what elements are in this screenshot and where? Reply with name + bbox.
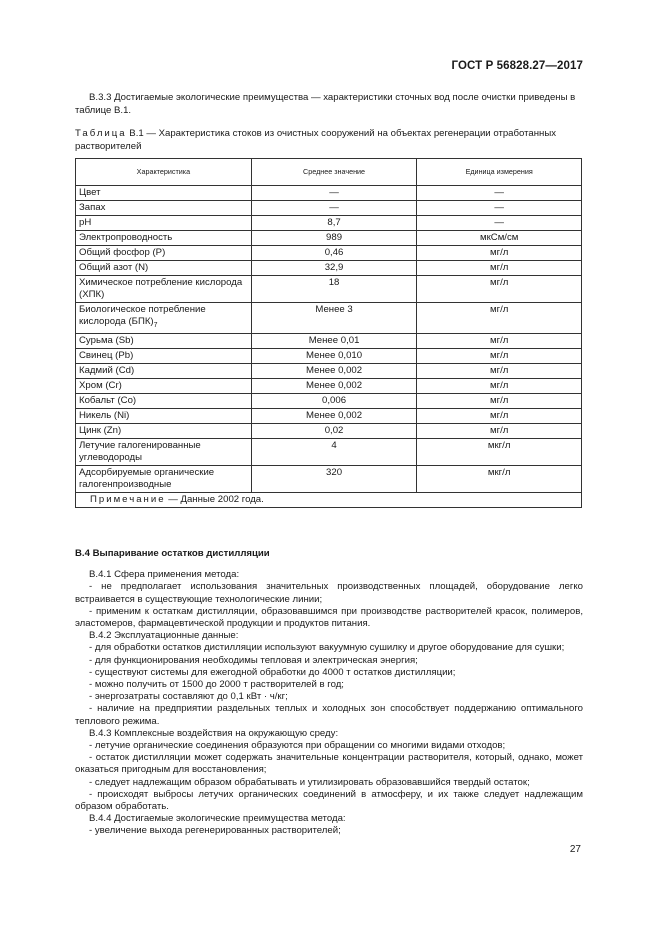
paragraph: - остаток дистилляции может содержать значительные концентрации растворителя, который, однако, может оказаться пригодным для восстановления; <box>75 752 583 776</box>
cell-characteristic: Сурьма (Sb) <box>76 333 252 348</box>
paragraphs <box>75 569 583 837</box>
cell-characteristic: Свинец (Pb) <box>76 348 252 363</box>
table-note-row <box>76 492 582 507</box>
table-row <box>76 261 582 276</box>
cell-value: 4 <box>251 438 417 465</box>
cell-unit: мг/л <box>417 423 582 438</box>
paragraph: - для обработки остатков дистилляции используют вакуумную сушилку и другое оборудование для сушки; <box>89 642 565 654</box>
table-row <box>76 348 582 363</box>
cell-unit: мг/л <box>417 333 582 348</box>
cell-characteristic: Электропроводность <box>76 231 252 246</box>
cell-unit: мг/л <box>417 408 582 423</box>
characteristics-table <box>75 158 582 508</box>
page-number: 27 <box>569 844 581 855</box>
paragraph: - применим к остаткам дистилляции, образовавшимся при производстве растворителей красок, полимеров, эластомеров, фармацевтической продукции и продуктов питания. <box>75 605 583 630</box>
table-row <box>76 216 582 231</box>
paragraph: - происходят выбросы летучих органических соединений в атмосферу, и их также следует надлежащим образом обработать. <box>75 788 583 813</box>
table-row <box>76 303 582 334</box>
cell-unit: мг/л <box>417 246 582 261</box>
table-header-row <box>76 159 582 186</box>
cell-value: Менее 0,002 <box>251 378 417 393</box>
cell-unit: мг/л <box>417 363 582 378</box>
paragraph: - летучие органические соединения образуются при обращении со многими видами отходов; <box>89 740 506 752</box>
cell-value: 989 <box>251 231 417 246</box>
table-row <box>76 378 582 393</box>
cell-unit: мг/л <box>417 378 582 393</box>
cell-characteristic: Запах <box>76 201 252 216</box>
section-title: В.4 Выпаривание остатков дистилляции <box>75 548 270 559</box>
cell-characteristic: Химическое потребление кислорода (ХПК) <box>76 276 252 303</box>
paragraph: - не предполагает использования значительных производственных площадей, оборудование легко встраивается в существующие технологические линии; <box>75 581 583 605</box>
cell-value: — <box>251 201 417 216</box>
cell-value: 18 <box>251 276 417 303</box>
cell-unit: мг/л <box>417 348 582 363</box>
table-row <box>76 465 582 492</box>
table-caption <box>75 127 583 153</box>
table-row <box>76 276 582 303</box>
paragraph: - можно получить от 1500 до 2000 т растворителей в год; <box>89 679 344 691</box>
cell-characteristic: Летучие галогенированные углеводороды <box>76 438 252 465</box>
paragraph: В.4.1 Сфера применения метода: <box>89 569 240 581</box>
cell-characteristic: Кобальт (Co) <box>76 393 252 408</box>
cell-unit: мг/л <box>417 393 582 408</box>
cell-characteristic: pH <box>76 216 252 231</box>
cell-value: 0,02 <box>251 423 417 438</box>
cell-unit: мг/л <box>417 303 582 334</box>
cell-value: 32,9 <box>251 261 417 276</box>
cell-unit: мкг/л <box>417 438 582 465</box>
table-row <box>76 231 582 246</box>
table-row <box>76 186 582 201</box>
cell-unit: мкСм/см <box>417 231 582 246</box>
cell-characteristic: Цинк (Zn) <box>76 423 252 438</box>
table-caption-text: В.1 — Характеристика стоков из очистных сооружений на объектах регенерации отработанных растворителей <box>75 128 557 152</box>
cell-unit: мг/л <box>417 276 582 303</box>
cell-value: 320 <box>251 465 417 492</box>
cell-characteristic: Никель (Ni) <box>76 408 252 423</box>
cell-unit: мг/л <box>417 261 582 276</box>
paragraph: - энергозатраты составляют до 0,1 кВт · ч/кг; <box>89 691 288 703</box>
paragraph: - увеличение выхода регенерированных растворителей; <box>89 825 341 837</box>
cell-value: 8,7 <box>251 216 417 231</box>
header-average: Среднее значение <box>251 159 417 186</box>
paragraph: - для функционирования необходимы тепловая и электрическая энергия; <box>89 654 418 666</box>
cell-characteristic: Общий фосфор (P) <box>76 246 252 261</box>
paragraph: В.4.4 Достигаемые экологические преимущества метода: <box>89 813 346 825</box>
cell-characteristic: Кадмий (Cd) <box>76 363 252 378</box>
cell-characteristic: Общий азот (N) <box>76 261 252 276</box>
paragraph: - наличие на предприятии раздельных теплых и холодных зон способствует поддержанию оптимального теплового режима. <box>75 703 583 727</box>
table-row <box>76 423 582 438</box>
cell-unit: — <box>417 216 582 231</box>
cell-characteristic: Биологическое потребление кислорода $(БПК)_7$ <box>76 303 252 334</box>
intro-paragraph <box>75 91 583 117</box>
section-body <box>75 548 583 838</box>
cell-unit: — <box>417 186 582 201</box>
document-id: ГОСТ Р 56828.27—2017 <box>451 60 583 72</box>
header-characteristic: Характеристика <box>76 159 252 186</box>
table-row <box>76 438 582 465</box>
table-row <box>76 201 582 216</box>
cell-value: Менее 3 <box>251 303 417 334</box>
table-row <box>76 333 582 348</box>
cell-value: 0,46 <box>251 246 417 261</box>
table-row <box>76 408 582 423</box>
paragraph: - следует надлежащим образом обрабатывать и утилизировать образовавшийся твердый остаток; <box>89 776 530 788</box>
intro-text: В.3.3 Достигаемые экологические преимущества — характеристики сточных вод после очистки приведены в таблице В.1. <box>75 92 576 116</box>
paragraph: - существуют системы для ежегодной обработки до 4000 т остатков дистилляции; <box>89 666 456 678</box>
cell-value: Менее 0,010 <box>251 348 417 363</box>
cell-value: — <box>251 186 417 201</box>
cell-value: 0,006 <box>251 393 417 408</box>
cell-unit: мкг/л <box>417 465 582 492</box>
cell-characteristic: Цвет <box>76 186 252 201</box>
cell-unit: — <box>417 201 582 216</box>
header-unit: Единица измерения <box>417 159 582 186</box>
table-row <box>76 363 582 378</box>
table-row <box>76 393 582 408</box>
paragraph: В.4.2 Эксплуатационные данные: <box>89 630 239 642</box>
cell-value: Менее 0,01 <box>251 333 417 348</box>
table-caption-label: Таблица <box>75 128 127 139</box>
cell-value: Менее 0,002 <box>251 408 417 423</box>
cell-characteristic: Хром (Cr) <box>76 378 252 393</box>
table-note: Примечание — Данные 2002 года. <box>76 492 582 507</box>
cell-value: Менее 0,002 <box>251 363 417 378</box>
paragraph: В.4.3 Комплексные воздействия на окружающую среду: <box>89 727 339 739</box>
table-row <box>76 246 582 261</box>
cell-characteristic: Адсорбируемые органические галогенпроизводные <box>76 465 252 492</box>
